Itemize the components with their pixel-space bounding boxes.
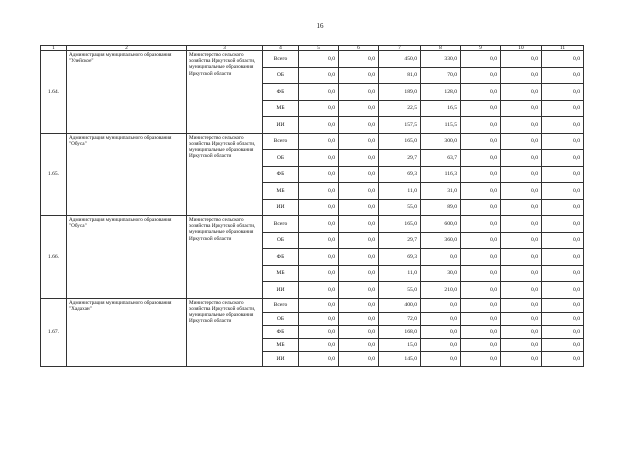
value-cell: 0,0 (542, 166, 584, 183)
value-cell: 63,7 (421, 150, 461, 167)
value-cell: 0,0 (501, 133, 542, 150)
value-cell: 157,5 (379, 117, 421, 134)
organization-name: Администрация муниципального образования "Обуса" (67, 216, 187, 299)
funding-source: МБ (263, 183, 299, 200)
value-cell: 0,0 (299, 117, 339, 134)
funding-source: МБ (263, 265, 299, 282)
value-cell: 30,0 (421, 265, 461, 282)
value-cell: 0,0 (461, 150, 501, 167)
funding-source: ФБ (263, 84, 299, 101)
header-cell: 11 (542, 46, 584, 51)
header-cell: 9 (461, 46, 501, 51)
value-cell: 0,0 (339, 84, 379, 101)
value-cell: 0,0 (299, 67, 339, 84)
value-cell: 0,0 (461, 298, 501, 313)
value-cell: 0,0 (339, 249, 379, 266)
value-cell: 128,0 (421, 84, 461, 101)
value-cell: 29,7 (379, 232, 421, 249)
funding-source: ОБ (263, 313, 299, 326)
funding-source: ИИ (263, 352, 299, 367)
value-cell: 0,0 (461, 183, 501, 200)
value-cell: 0,0 (461, 216, 501, 233)
value-cell: 0,0 (461, 67, 501, 84)
value-cell: 0,0 (339, 232, 379, 249)
funding-source: Всего (263, 298, 299, 313)
value-cell: 0,0 (299, 249, 339, 266)
value-cell: 0,0 (461, 339, 501, 352)
funding-source: ФБ (263, 326, 299, 339)
value-cell: 72,0 (379, 313, 421, 326)
value-cell: 0,0 (461, 166, 501, 183)
value-cell: 0,0 (421, 326, 461, 339)
value-cell: 0,0 (461, 232, 501, 249)
item-number: 1.66. (41, 216, 67, 299)
value-cell: 0,0 (542, 298, 584, 313)
header-cell: 10 (501, 46, 542, 51)
value-cell: 0,0 (339, 265, 379, 282)
value-cell: 0,0 (542, 282, 584, 299)
organization-name: Администрация муниципального образования "Хадахан" (67, 298, 187, 366)
funding-source: ФБ (263, 249, 299, 266)
value-cell: 0,0 (542, 183, 584, 200)
value-cell: 0,0 (501, 352, 542, 367)
value-cell: 0,0 (542, 150, 584, 167)
header-cell: 4 (263, 46, 299, 51)
budget-table (40, 45, 584, 367)
header-cell: 8 (421, 46, 461, 51)
value-cell: 0,0 (542, 84, 584, 101)
value-cell: 0,0 (299, 313, 339, 326)
value-cell: 0,0 (461, 282, 501, 299)
value-cell: 0,0 (299, 232, 339, 249)
value-cell: 0,0 (299, 84, 339, 101)
value-cell: 0,0 (339, 352, 379, 367)
value-cell: 11,0 (379, 183, 421, 200)
value-cell: 0,0 (542, 339, 584, 352)
value-cell: 69,3 (379, 249, 421, 266)
header-cell: 3 (187, 46, 263, 51)
funding-source: ОБ (263, 67, 299, 84)
value-cell: 0,0 (501, 117, 542, 134)
value-cell: 0,0 (299, 166, 339, 183)
value-cell: 0,0 (461, 249, 501, 266)
value-cell: 0,0 (299, 100, 339, 117)
value-cell: 0,0 (461, 313, 501, 326)
table-row (41, 133, 584, 150)
value-cell: 0,0 (421, 339, 461, 352)
table-row (41, 298, 584, 313)
header-cell: 2 (67, 46, 187, 51)
value-cell: 115,5 (421, 117, 461, 134)
value-cell: 0,0 (421, 313, 461, 326)
value-cell: 0,0 (299, 282, 339, 299)
header-cell: 5 (299, 46, 339, 51)
value-cell: 0,0 (461, 133, 501, 150)
value-cell: 0,0 (461, 51, 501, 68)
header-cell: 1 (41, 46, 67, 51)
value-cell: 0,0 (299, 216, 339, 233)
value-cell: 0,0 (501, 183, 542, 200)
value-cell: 0,0 (542, 133, 584, 150)
value-cell: 330,0 (421, 51, 461, 68)
value-cell: 400,0 (379, 298, 421, 313)
value-cell: 0,0 (501, 67, 542, 84)
value-cell: 116,3 (421, 166, 461, 183)
value-cell: 0,0 (299, 133, 339, 150)
value-cell: 0,0 (461, 326, 501, 339)
value-cell: 189,0 (379, 84, 421, 101)
value-cell: 0,0 (501, 313, 542, 326)
value-cell: 0,0 (542, 100, 584, 117)
value-cell: 0,0 (339, 339, 379, 352)
value-cell: 0,0 (542, 265, 584, 282)
funding-source: МБ (263, 339, 299, 352)
value-cell: 0,0 (339, 183, 379, 200)
ministry-name: Министерство сельского хозяйства Иркутской области, муниципальные образования Иркутской области (187, 298, 263, 366)
value-cell: 145,0 (379, 352, 421, 367)
value-cell: 450,0 (379, 51, 421, 68)
value-cell: 0,0 (339, 216, 379, 233)
value-cell: 0,0 (501, 199, 542, 216)
value-cell: 55,0 (379, 282, 421, 299)
value-cell: 0,0 (461, 352, 501, 367)
value-cell: 55,0 (379, 199, 421, 216)
value-cell: 16,5 (421, 100, 461, 117)
value-cell: 0,0 (542, 199, 584, 216)
value-cell: 0,0 (461, 117, 501, 134)
value-cell: 0,0 (542, 352, 584, 367)
value-cell: 168,0 (379, 326, 421, 339)
value-cell: 0,0 (421, 298, 461, 313)
value-cell: 0,0 (501, 282, 542, 299)
value-cell: 81,0 (379, 67, 421, 84)
value-cell: 0,0 (299, 339, 339, 352)
value-cell: 300,0 (421, 133, 461, 150)
value-cell: 0,0 (542, 313, 584, 326)
item-number: 1.64. (41, 51, 67, 134)
value-cell: 0,0 (501, 51, 542, 68)
header-cell: 7 (379, 46, 421, 51)
organization-name: Администрация муниципального образования "Обуса" (67, 133, 187, 216)
value-cell: 0,0 (299, 51, 339, 68)
ministry-name: Министерство сельского хозяйства Иркутской области, муниципальные образования Иркутской области (187, 133, 263, 216)
value-cell: 0,0 (542, 232, 584, 249)
value-cell: 0,0 (501, 339, 542, 352)
item-number: 1.65. (41, 133, 67, 216)
value-cell: 69,3 (379, 166, 421, 183)
value-cell: 0,0 (339, 199, 379, 216)
funding-source: ИИ (263, 199, 299, 216)
value-cell: 0,0 (339, 67, 379, 84)
value-cell: 0,0 (339, 298, 379, 313)
value-cell: 0,0 (421, 352, 461, 367)
value-cell: 0,0 (501, 150, 542, 167)
value-cell: 89,0 (421, 199, 461, 216)
table-row (41, 216, 584, 233)
value-cell: 0,0 (461, 199, 501, 216)
table-row (41, 51, 584, 68)
value-cell: 0,0 (461, 265, 501, 282)
value-cell: 0,0 (542, 117, 584, 134)
value-cell: 0,0 (501, 249, 542, 266)
value-cell: 0,0 (461, 100, 501, 117)
value-cell: 0,0 (339, 117, 379, 134)
value-cell: 0,0 (339, 282, 379, 299)
value-cell: 15,0 (379, 339, 421, 352)
value-cell: 29,7 (379, 150, 421, 167)
page-number: 16 (316, 22, 324, 30)
value-cell: 0,0 (339, 51, 379, 68)
value-cell: 0,0 (339, 313, 379, 326)
funding-source: ФБ (263, 166, 299, 183)
value-cell: 0,0 (339, 150, 379, 167)
value-cell: 0,0 (501, 166, 542, 183)
value-cell: 0,0 (542, 216, 584, 233)
value-cell: 0,0 (339, 100, 379, 117)
funding-source: Всего (263, 133, 299, 150)
ministry-name: Министерство сельского хозяйства Иркутской области, муниципальные образования Иркутской области (187, 216, 263, 299)
value-cell: 0,0 (461, 84, 501, 101)
value-cell: 0,0 (339, 166, 379, 183)
organization-name: Администрация муниципального образования "Улейское" (67, 51, 187, 134)
funding-source: Всего (263, 216, 299, 233)
value-cell: 0,0 (542, 326, 584, 339)
funding-source: ОБ (263, 150, 299, 167)
value-cell: 0,0 (299, 150, 339, 167)
value-cell: 210,0 (421, 282, 461, 299)
value-cell: 22,5 (379, 100, 421, 117)
value-cell: 0,0 (421, 249, 461, 266)
value-cell: 360,0 (421, 232, 461, 249)
value-cell: 0,0 (542, 67, 584, 84)
value-cell: 600,0 (421, 216, 461, 233)
value-cell: 0,0 (501, 326, 542, 339)
value-cell: 0,0 (299, 199, 339, 216)
value-cell: 165,0 (379, 133, 421, 150)
funding-source: ИИ (263, 117, 299, 134)
value-cell: 0,0 (501, 298, 542, 313)
value-cell: 0,0 (542, 249, 584, 266)
table-body (41, 46, 584, 367)
value-cell: 0,0 (501, 100, 542, 117)
value-cell: 0,0 (299, 326, 339, 339)
value-cell: 0,0 (542, 51, 584, 68)
header-cell: 6 (339, 46, 379, 51)
value-cell: 0,0 (501, 84, 542, 101)
value-cell: 31,0 (421, 183, 461, 200)
value-cell: 0,0 (501, 216, 542, 233)
funding-source: ОБ (263, 232, 299, 249)
value-cell: 0,0 (501, 265, 542, 282)
funding-source: МБ (263, 100, 299, 117)
value-cell: 0,0 (299, 183, 339, 200)
value-cell: 0,0 (339, 326, 379, 339)
value-cell: 70,0 (421, 67, 461, 84)
value-cell: 0,0 (339, 133, 379, 150)
value-cell: 0,0 (299, 265, 339, 282)
ministry-name: Министерство сельского хозяйства Иркутской области, муниципальные образования Иркутской области (187, 51, 263, 134)
funding-source: Всего (263, 51, 299, 68)
value-cell: 11,0 (379, 265, 421, 282)
value-cell: 0,0 (501, 232, 542, 249)
item-number: 1.67. (41, 298, 67, 366)
value-cell: 0,0 (299, 298, 339, 313)
value-cell: 165,0 (379, 216, 421, 233)
funding-source: ИИ (263, 282, 299, 299)
value-cell: 0,0 (299, 352, 339, 367)
